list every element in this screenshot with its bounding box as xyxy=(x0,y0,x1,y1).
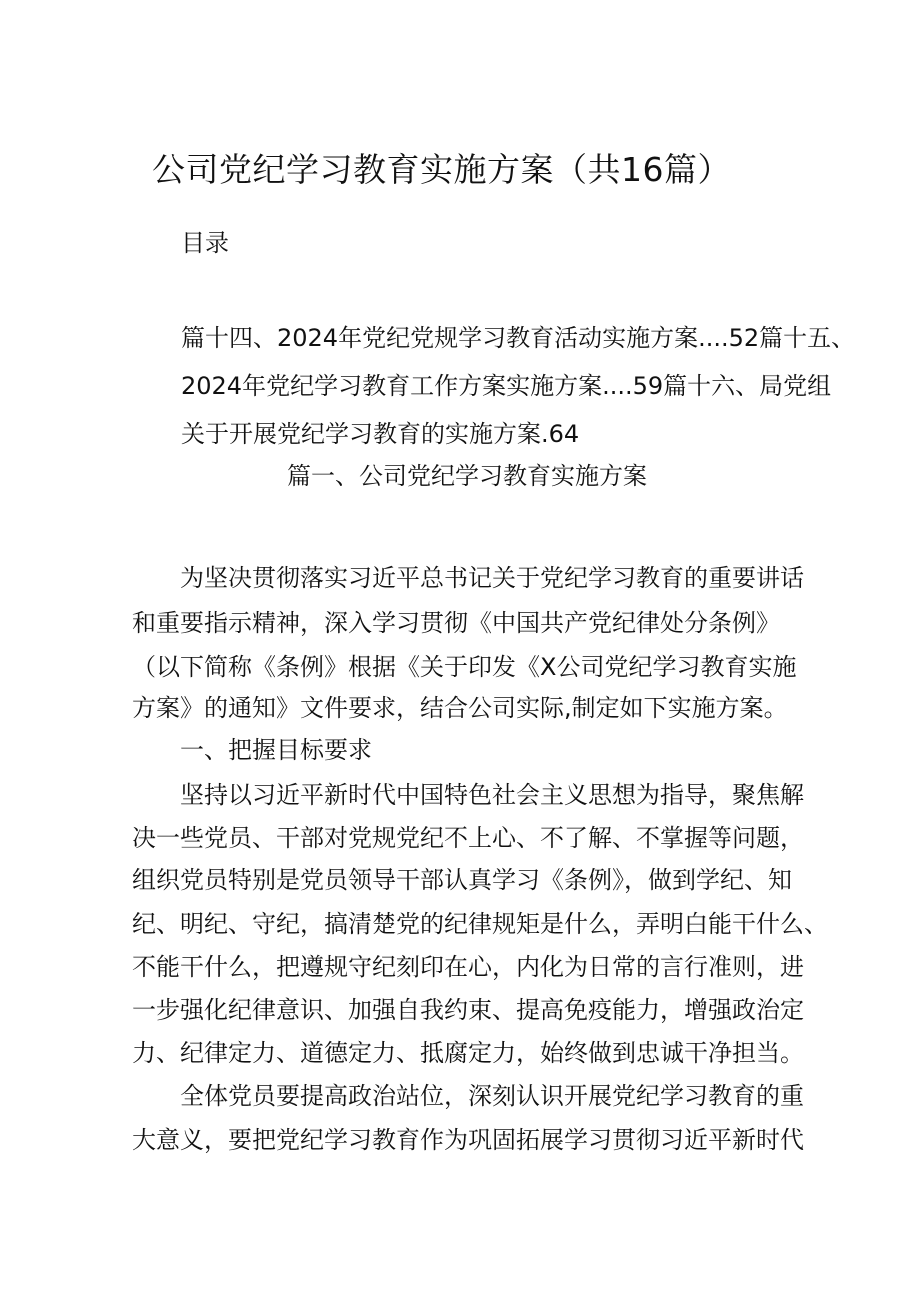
body-line: 决一些党员、干部对党规党纪不上心、不了解、不掌握等问题， xyxy=(132,824,804,852)
body-line: 坚持以习近平新时代中国特色社会主义思想为指导，聚焦解 xyxy=(180,781,804,809)
body-line: 全体党员要提高政治站位，深刻认识开展党纪学习教育的重 xyxy=(180,1082,804,1110)
body-line: 不能干什么，把遵规守纪刻印在心，内化为日常的言行准则，进 xyxy=(132,953,804,981)
body-line: 方案》的通知》文件要求，结合公司实际,制定如下实施方案。 xyxy=(132,694,788,722)
toc-heading: 目录 xyxy=(181,229,229,257)
toc-line: 关于开展党纪学习教育的实施方案.64 xyxy=(181,420,580,448)
toc-line: 篇十四、2024年党纪党规学习教育活动实施方案....52篇十五、 xyxy=(181,324,856,352)
document-title: 公司党纪学习教育实施方案（共16篇） xyxy=(152,150,731,189)
body-line: 大意义，要把党纪学习教育作为巩固拓展学习贯彻习近平新时代 xyxy=(132,1126,804,1154)
body-line: 和重要指示精神，深入学习贯彻《中国共产党纪律处分条例》 xyxy=(132,609,780,637)
body-line: 力、纪律定力、道德定力、抵腐定力，始终做到忠诚干净担当。 xyxy=(132,1039,804,1067)
body-line: 为坚决贯彻落实习近平总书记关于党纪学习教育的重要讲话 xyxy=(180,564,804,592)
body-line: （以下简称《条例》根据《关于印发《X公司党纪学习教育实施 xyxy=(132,653,797,681)
body-line: 纪、明纪、守纪，搞清楚党的纪律规矩是什么，弄明白能干什么、 xyxy=(132,910,828,938)
toc-line: 2024年党纪学习教育工作方案实施方案....59篇十六、局党组 xyxy=(181,372,832,400)
section-title: 篇一、公司党纪学习教育实施方案 xyxy=(287,462,647,490)
body-line: 组织党员特别是党员领导干部认真学习《条例》，做到学纪、知 xyxy=(132,866,792,894)
section-heading: 一、把握目标要求 xyxy=(180,736,372,764)
body-line: 一步强化纪律意识、加强自我约束、提高免疫能力，增强政治定 xyxy=(132,996,804,1024)
